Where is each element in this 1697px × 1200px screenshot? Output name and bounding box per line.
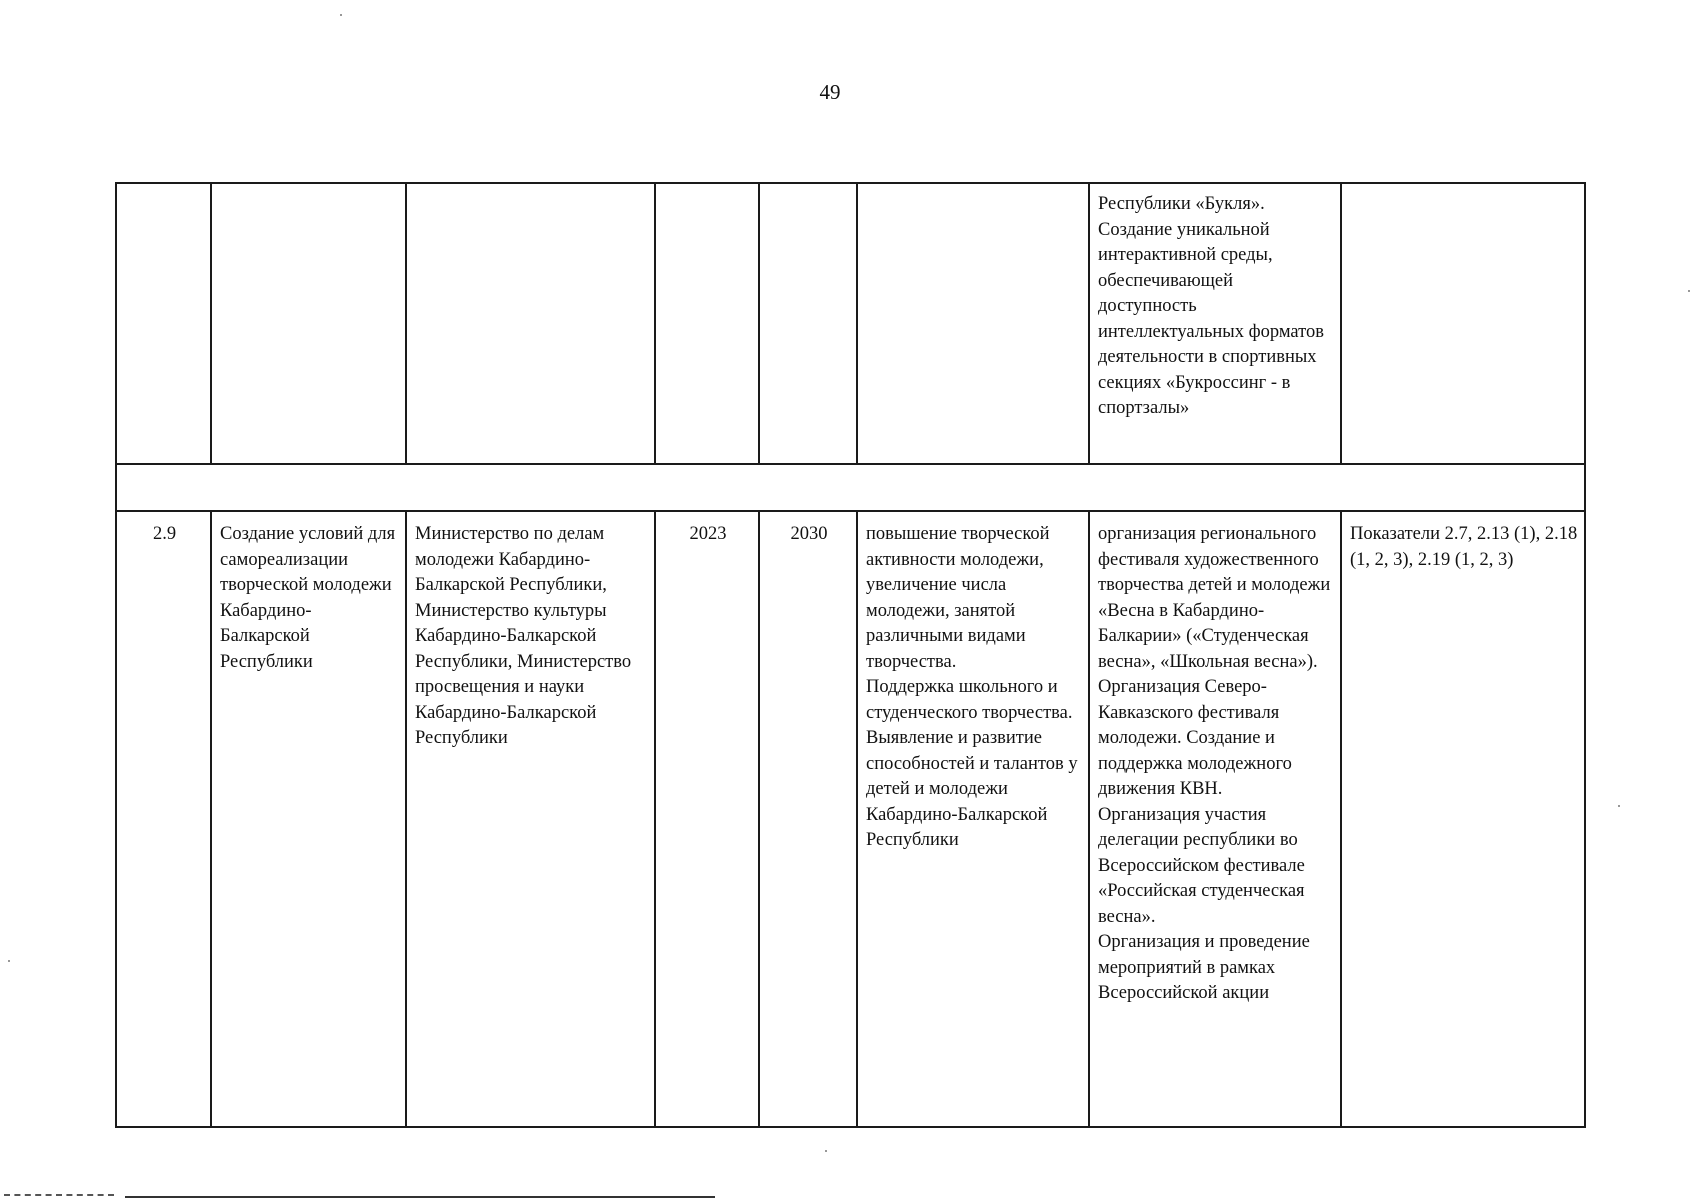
table-cell [211, 183, 406, 464]
table-cell [857, 183, 1089, 464]
activities-cell: организация регионального фестиваля художественного творчества детей и молодежи «Весна в Кабардино-Балкарии» («Студенческая весна», «Школьная весна»). Организация Северо-Кавказского фестиваля молодежи. Создание и поддержка молодежного движения КВН. Организация участия делегации республики во Всероссийском фестивале «Российская студенческая весна». Организация и проведение мероприятий в рамках Всероссийской акции [1089, 511, 1341, 1127]
scan-speck [825, 1150, 827, 1152]
item-number-cell: 2.9 [116, 511, 211, 1127]
indicators-cell: Показатели 2.7, 2.13 (1), 2.18 (1, 2, 3), 2.19 (1, 2, 3) [1341, 511, 1585, 1127]
table-cell [655, 183, 759, 464]
table-row-continuation [116, 183, 1585, 464]
activities-cell: Республики «Букля». Создание уникальной интерактивной среды, обеспечивающей доступность интеллектуальных форматов деятельности в спортивных секциях «Букроссинг - в спортзалы» [1089, 183, 1341, 464]
table-cell [116, 183, 211, 464]
expected-results-cell: повышение творческой активности молодежи, увеличение числа молодежи, занятой различными видами творчества. Поддержка школьного и студенческого творчества. Выявление и развитие способностей и талантов у детей и молодежи Кабардино-Балкарской Республики [857, 511, 1089, 1127]
table-cell [406, 183, 655, 464]
footnote-rule [125, 1196, 715, 1198]
start-year-cell: 2023 [655, 511, 759, 1127]
table-row-separator [116, 464, 1585, 511]
table-cell [759, 183, 857, 464]
scan-speck [1688, 290, 1690, 292]
scan-speck [8, 960, 10, 962]
table-cell [1341, 183, 1585, 464]
page-number: 49 [819, 80, 841, 104]
scan-speck [340, 14, 342, 16]
executors-cell: Министерство по делам молодежи Кабардино-Балкарской Республики, Министерство культуры Кабардино-Балкарской Республики, Министерство просвещения и науки Кабардино-Балкарской Республики [406, 511, 655, 1127]
scan-artifact-dash [4, 1194, 114, 1196]
scan-speck [1618, 805, 1620, 807]
end-year-cell: 2030 [759, 511, 857, 1127]
program-table [115, 182, 1586, 1128]
table-row-2-9 [116, 511, 1585, 1127]
item-title-cell: Создание условий для самореализации творческой молодежи Кабардино-Балкарской Республики [211, 511, 406, 1127]
separator-cell [116, 464, 1585, 511]
